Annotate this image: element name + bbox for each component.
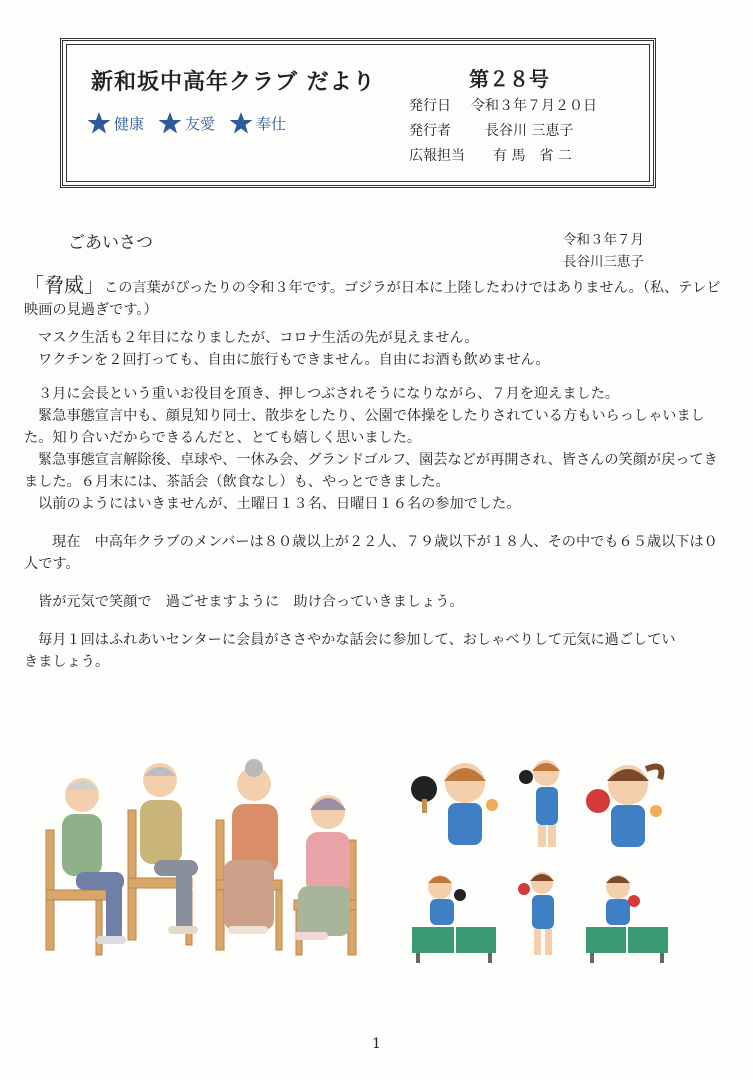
paragraph-text: この言葉がぴったりの令和３年です。ゴジラが日本に上陸したわけではありません。（私、テレビ映画の見過ぎです。） bbox=[24, 280, 721, 318]
motto-label: 奉仕 bbox=[256, 114, 287, 133]
motto-service bbox=[229, 111, 286, 135]
paragraph: 以前のようにはいきませんが、土曜日１３名、日曜日１６名の参加でした。 bbox=[38, 496, 521, 512]
lead-word: 「脅威」 bbox=[24, 273, 104, 297]
motto-health bbox=[87, 111, 144, 135]
paragraph: 緊急事態宣言中も、顔見知り同士、散歩をしたり、公園で体操をしたりされている方もいらっしゃいました。知り合いだからできるんだと、とても嬉しく思いました。 bbox=[24, 408, 705, 446]
greeting-date: 令和３年７月 bbox=[563, 232, 644, 248]
seniors-sitting-illustration bbox=[36, 750, 376, 965]
star-icon bbox=[158, 111, 182, 135]
meta-key: 発行日 bbox=[409, 98, 451, 114]
meta-value: 長谷川 三恵子 bbox=[485, 123, 574, 139]
issue-number: 第２８号 bbox=[469, 67, 549, 91]
publication-info bbox=[409, 94, 597, 169]
paragraph: ワクチンを２回打っても、自由に旅行もできません。自由にお酒も飲めません。 bbox=[38, 352, 550, 368]
pr-contact-row bbox=[409, 144, 597, 169]
newsletter-header-box bbox=[60, 38, 656, 188]
greeting-signature bbox=[563, 229, 644, 273]
paragraph: 毎月１回はふれあいセンターに会員がささやかな話会に参加して、おしゃべりして元気に過ごしていきましょう。 bbox=[24, 632, 676, 670]
star-icon bbox=[229, 111, 253, 135]
greeting-title: ごあいさつ bbox=[68, 233, 153, 253]
paragraph: マスク生活も２年目になりましたが、コロナ生活の先が見えません。 bbox=[38, 330, 479, 346]
publisher-row bbox=[409, 119, 597, 144]
publish-date-row bbox=[409, 94, 597, 119]
meta-key: 発行者 bbox=[409, 123, 451, 139]
table-tennis-illustration bbox=[408, 755, 673, 965]
motto-label: 健康 bbox=[114, 114, 145, 133]
greeting-body bbox=[24, 274, 724, 673]
newsletter-title: 新和坂中高年クラブ だより bbox=[91, 70, 376, 95]
meta-key: 広報担当 bbox=[409, 148, 465, 164]
paragraph: 現在 中高年クラブのメンバーは８０歳以上が２２人、７９歳以下が１８人、その中でも６５歳以下は０人です。 bbox=[24, 534, 718, 572]
motto-list bbox=[87, 111, 286, 135]
paragraph: 皆が元気で笑顔で 過ごせますように 助け合っていきましょう。 bbox=[38, 594, 464, 610]
motto-friendship bbox=[158, 111, 215, 135]
greeting-author: 長谷川三恵子 bbox=[563, 254, 644, 270]
meta-value: 令和３年７月２０日 bbox=[471, 98, 597, 114]
paragraph: 緊急事態宣言解除後、卓球や、一休み会、グランドゴルフ、園芸などが再開され、皆さんの笑顔が戻ってきました。６月末には、茶話会（飲食なし）も、やっとできました。 bbox=[24, 452, 718, 490]
paragraph bbox=[24, 274, 724, 321]
paragraph: ３月に会長という重いお役目を頂き、押しつぶされそうになりながら、７月を迎えました。 bbox=[38, 386, 620, 402]
motto-label: 友愛 bbox=[185, 114, 216, 133]
star-icon bbox=[87, 111, 111, 135]
meta-value: 有 馬 省 二 bbox=[493, 148, 572, 164]
page-number: 1 bbox=[372, 1036, 381, 1052]
